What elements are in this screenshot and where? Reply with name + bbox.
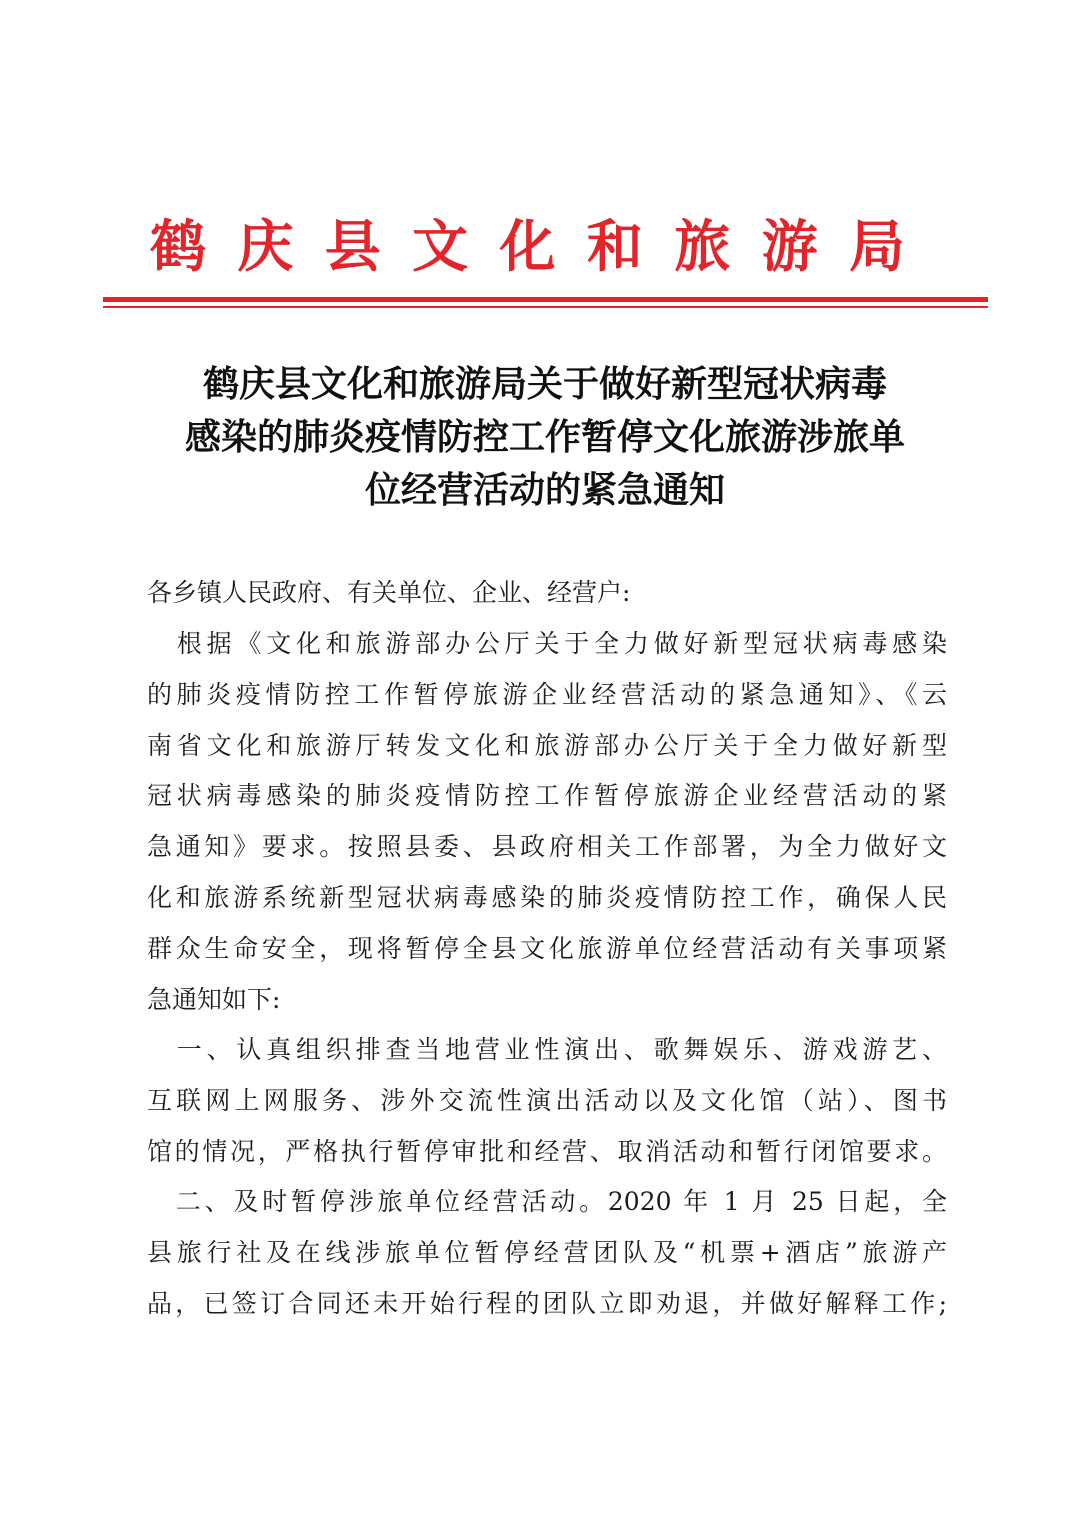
paragraph-line: 根据《文化和旅游部办公厅关于全力做好新型冠状病毒感染 xyxy=(147,629,947,658)
document-title xyxy=(140,358,950,517)
paragraph-2 xyxy=(147,1025,947,1177)
letterhead-divider-thick xyxy=(103,297,988,302)
paragraph-line: 县旅行社及在线涉旅单位暂停经营团队及“机票+酒店”旅游产 xyxy=(147,1237,947,1267)
letterhead-divider-thin xyxy=(103,306,988,308)
letterhead xyxy=(150,212,905,284)
paragraph-line: 的肺炎疫情防控工作暂停旅游企业经营活动的紧急通知》、《云 xyxy=(147,679,947,709)
paragraph-line: 二、及时暂停涉旅单位经营活动。2020 年 1 月 25 日起，全 xyxy=(147,1187,947,1216)
paragraph-line: 互联网上网服务、涉外交流性演出活动以及文化馆（站）、图书 xyxy=(147,1085,947,1115)
paragraph-line: 馆的情况，严格执行暂停审批和经营、取消活动和暂行闭馆要求。 xyxy=(147,1136,947,1166)
letterhead-char: 庆 xyxy=(237,215,294,280)
paragraph-1 xyxy=(147,619,947,1025)
salutation: 各乡镇人民政府、有关单位、企业、经营户: xyxy=(147,578,631,607)
letterhead-char: 和 xyxy=(586,215,643,280)
paragraph-line: 冠状病毒感染的肺炎疫情防控工作暂停旅游企业经营活动的紧 xyxy=(147,781,947,811)
title-line: 感染的肺炎疫情防控工作暂停文化旅游涉旅单 xyxy=(184,416,905,458)
letterhead-char: 旅 xyxy=(674,215,731,280)
paragraph-line: 化和旅游系统新型冠状病毒感染的肺炎疫情防控工作，确保人民 xyxy=(147,882,947,912)
letterhead-char: 局 xyxy=(849,215,905,280)
title-line: 鹤庆县文化和旅游局关于做好新型冠状病毒 xyxy=(202,363,887,405)
letterhead-char: 化 xyxy=(499,215,556,280)
paragraph-line: 群众生命安全，现将暂停全县文化旅游单位经营活动有关事项紧 xyxy=(147,933,947,963)
title-line: 位经营活动的紧急通知 xyxy=(364,469,725,511)
letterhead-char: 县 xyxy=(324,215,381,280)
letterhead-char: 鹤 xyxy=(150,215,206,280)
paragraph-line: 南省文化和旅游厅转发文化和旅游部办公厅关于全力做好新型 xyxy=(147,730,947,760)
paragraph-line: 急通知》要求。按照县委、县政府相关工作部署，为全力做好文 xyxy=(147,832,947,862)
paragraph-line: 一、认真组织排查当地营业性演出、歌舞娱乐、游戏游艺、 xyxy=(147,1035,947,1064)
letterhead-char: 文 xyxy=(412,215,469,280)
letterhead-char: 游 xyxy=(761,215,818,280)
paragraph-line: 急通知如下: xyxy=(147,984,281,1014)
paragraph-3 xyxy=(147,1177,947,1329)
paragraph-line: 品，已签订合同还未开始行程的团队立即劝退，并做好解释工作; xyxy=(147,1288,947,1318)
